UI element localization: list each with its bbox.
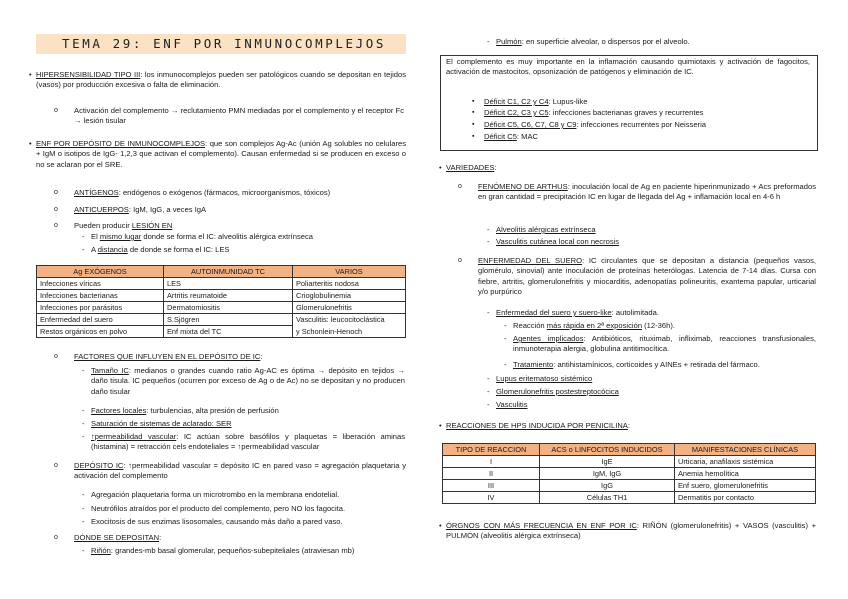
- arthus-sub-1: [496, 225, 816, 235]
- table-cell: Enf suero, glomerulonefritis: [675, 480, 816, 492]
- donde-heading-text: DÓNDE SE DEPOSITAN: [74, 533, 160, 542]
- table-cell: Restos orgánicos en polvo: [37, 326, 164, 338]
- lesion-2-text: de donde se forma el IC: LES: [127, 245, 230, 254]
- lesion-item: [74, 221, 404, 231]
- antigenos-label: ANTÍGENOS: [74, 188, 119, 197]
- table-cell: S.Sjögren: [164, 314, 293, 326]
- table-causas: [36, 265, 406, 338]
- factor-locales: [91, 406, 405, 416]
- table-row: [443, 456, 816, 468]
- factores-heading: o FACTORES QUE INFLUYEN EN EL DEPÓSITO DE IC:: [74, 352, 404, 362]
- factor-locales-label: Factores locales: [91, 406, 147, 415]
- deficit-text: : infecciones recurrentes por Neisseria: [576, 120, 706, 129]
- complemento-text: El complemento es muy importante en la inflamación causando quimiotaxis y activación de fagocitos, activación de mastocitos, opsonización de patógenos y eliminación de IC.: [446, 57, 810, 77]
- table-cell: Artritis reumatoide: [164, 290, 293, 302]
- arthus-sub-1-text: Alveolitis alérgicas extrínseca: [496, 225, 596, 234]
- table-header: MANIFESTACIONES CLÍNICAS: [675, 444, 816, 456]
- activacion-complemento: o Activación del complemento → reclutamiento PMN mediadas por el complemento y el receptor Fc → lesión tisular: [74, 106, 404, 127]
- antigenos-value: : endógenos o exógenos (fármacos, microorganismos, tóxicos): [118, 188, 331, 197]
- enf-deposito-heading: ENF POR DEPÓSITO DE INMUNOCOMPLEJOS: [36, 139, 206, 148]
- deficit-label: Déficit C5: [484, 132, 517, 141]
- deficit-item: [484, 120, 804, 130]
- deposito-ic-item: [74, 461, 406, 482]
- lesion-2-key: distancia: [97, 245, 128, 254]
- suero-like-text: : autolimitada.: [611, 308, 659, 317]
- lesion-label: LESIÓN EN: [131, 221, 173, 230]
- deficit-label: Déficit C2, C3 y C5: [484, 108, 549, 117]
- table-cell: Células TH1: [540, 492, 675, 504]
- deficit-label: Déficit C5, C6, C7, C8 y C9: [484, 120, 577, 129]
- table-cell: IgE: [540, 456, 675, 468]
- tratamiento-label: Tratamiento: [513, 360, 554, 369]
- arthus-label: FENÓMENO DE ARTHUS: [478, 182, 568, 191]
- deposito-2: - Neutrófilos atraídos por el producto del complemento, pero NO los fagocita.: [91, 504, 405, 514]
- variedades-heading-text: VARIEDADES: [446, 163, 495, 172]
- suero-item: [478, 256, 816, 298]
- suero-sub-vasculitis-text: Vasculitis: [496, 400, 528, 409]
- reaccion-prefix: Reacción: [513, 321, 547, 330]
- table-header: ACS o LINFOCITOS INDUCIDOS: [540, 444, 675, 456]
- reaccion-suffix: (12-36h).: [642, 321, 675, 330]
- table-header: AUTOINMUNIDAD TC: [164, 266, 293, 278]
- arthus-text: : inoculación local de Ag en paciente hiperinmunizado + Acs preformados en gran cantidad = precipitación IC en lugar de llegada del Ag + inflamación local en 4-6 h: [478, 182, 816, 202]
- anticuerpos-label: ANTICUERPOS: [74, 205, 129, 214]
- reaccion-item: [513, 321, 816, 331]
- table-cell: Infecciones por parásitos: [37, 302, 164, 314]
- table-row: [443, 468, 816, 480]
- agentes-item: [513, 334, 816, 355]
- table-cell: Enfermedad del suero: [37, 314, 164, 326]
- organos-heading: ÓRGNOS CON MÁS FRECUENCIA EN ENF POR IC: [446, 521, 637, 530]
- factor-permeabilidad-label: ↑permeabilidad vascular: [91, 432, 177, 441]
- deficit-item: [484, 97, 804, 107]
- table-row: [37, 290, 406, 302]
- donde-rinon-text: : grandes-mb basal glomerular, pequeños-subepiteliales (atraviesan mb): [110, 546, 355, 555]
- deposito-3: - Exocitosis de sus enzimas lisosomales, causando más daño a pared vaso.: [91, 517, 405, 527]
- donde-heading: o DÓNDE SE DEPOSITAN:: [74, 533, 404, 543]
- table-cell: III: [443, 480, 540, 492]
- table-cell: Glomerulonefritis: [293, 302, 406, 314]
- table-cell: II: [443, 468, 540, 480]
- hps-heading-text: REACCIONES DE HPS INDUCIDA POR PENICILINA: [446, 421, 628, 430]
- table-header: VARIOS: [293, 266, 406, 278]
- factor-tamano-text: : medianos o grandes cuando ratio Ag-AC es óptima → depósito en tejidos → daño tisula. IC pequeños (ocurren por exceso de Ag o de Ac) no se depositan y no producen daño tisular: [91, 366, 405, 396]
- suero-sub-vasculitis: [496, 400, 816, 410]
- deposito-ic-text: : ↑permeabilidad vascular = depósito IC en pared vaso = agregación plaquetaria y activación del complemento: [74, 461, 406, 481]
- table-row: [37, 314, 406, 326]
- lesion-1-key: mismo lugar: [99, 232, 142, 241]
- suero-sub-glomerulo: [496, 387, 816, 397]
- factor-tamano: [91, 366, 405, 397]
- table-row: [37, 278, 406, 290]
- factor-permeabilidad-text: : IC actúan sobre basófilos y plaquetas = liberación aminas (histamina) = retracción cels endoteliales = ↑permeabilidad vascular: [91, 432, 406, 452]
- factor-locales-text: : turbulencias, alta presión de perfusión: [146, 406, 279, 415]
- table-penicilina: [442, 443, 816, 504]
- donde-pulmon-label: Pulmón: [496, 37, 522, 46]
- antigenos-item: [74, 188, 404, 198]
- suero-sub-lupus: [496, 374, 816, 384]
- lesion-distancia: [91, 245, 401, 255]
- hipersensibilidad-heading: HIPERSENSIBILIDAD TIPO III: [36, 70, 141, 79]
- factores-heading-text: FACTORES QUE INFLUYEN EN EL DEPÓSITO DE IC: [74, 352, 261, 361]
- table-cell: Enf mixta del TC: [164, 326, 293, 338]
- tratamiento-text: : antihistamínicos, corticoides y AINEs + retirada del fármaco.: [553, 360, 760, 369]
- deficit-item: [484, 108, 804, 118]
- table-header: TIPO DE REACCION: [443, 444, 540, 456]
- deficit-text: : MAC: [516, 132, 539, 141]
- enf-deposito-text: : que son complejos Ag-Ac (unión Ag solubles no celulares + IgM o isotipos de IgG- 1,2,3 que activan el complemento). Causan enfermedad si se producen en exceso o no se aclaran por el SRE.: [36, 139, 406, 169]
- table-cell: Infecciones bacterianas: [37, 290, 164, 302]
- hipersensibilidad-paragraph: [36, 70, 406, 91]
- donde-rinon: [91, 546, 407, 556]
- suero-sub-glomerulo-text: Glomerulonefritis postestreptocócica: [496, 387, 619, 396]
- table-header: Ag EXÓGENOS: [37, 266, 164, 278]
- enf-deposito-paragraph: [36, 139, 406, 170]
- suero-label: ENFERMEDAD DEL SUERO: [478, 256, 583, 265]
- tratamiento-item: [513, 360, 816, 370]
- table-cell: y Schonlein-Henoch: [293, 326, 406, 338]
- table-row: [443, 492, 816, 504]
- table-cell: IV: [443, 492, 540, 504]
- lesion-1-text: donde se forma el IC: alveolitis alérgica extrínseca: [141, 232, 314, 241]
- deficit-text: : infecciones bacterianas graves y recurrentes: [548, 108, 704, 117]
- suero-like: [496, 308, 816, 318]
- arthus-item: [478, 182, 816, 203]
- donde-pulmon: [496, 37, 816, 47]
- page-title: TEMA 29: ENF POR INMUNOCOMPLEJOS: [36, 34, 406, 54]
- organos-paragraph: [446, 521, 816, 542]
- donde-pulmon-text: : en superficie alveolar, o dispersos por el alveolo.: [521, 37, 690, 46]
- agentes-text: : Antibióticos, rituximab, infliximab, reacciones transfusionales, inmunoterapia alergia, globulina antitimocítica.: [513, 334, 816, 354]
- anticuerpos-value: : IgM, IgG, a veces IgA: [128, 205, 207, 214]
- table-cell: Infecciones víricas: [37, 278, 164, 290]
- deposito-1: - Agregación plaquetaria forma un microtrombo en la membrana endotelial.: [91, 490, 405, 500]
- arthus-sub-2: [496, 237, 816, 247]
- organos-text: : RIÑÓN (glomerulonefritis) + VASOS (vasculitis) + PULMÓN (alveolitis alérgica extrínseca): [446, 521, 816, 541]
- lesion-prefix: Pueden producir: [74, 221, 132, 230]
- suero-like-label: Enfermedad del suero y suero-like: [496, 308, 612, 317]
- factor-saturacion-label: Saturación de sistemas de aclarado: SER: [91, 419, 232, 428]
- deficit-label: Déficit C1, C2 y C4: [484, 97, 549, 106]
- table-cell: Dermatomiositis: [164, 302, 293, 314]
- suero-text: : IC circulantes que se depositan a distancia (pequeños vasos, glomérulo, sinovial) ante inoculación de proteínas heterólogas. Latencia de 7-14 días. Cursa con fiebre, artritis, glomerulonefritis y miocarditis, adenopatías polineuritis, exantema papular, urticarial y/o purpúrico: [478, 256, 816, 297]
- table-row: [37, 302, 406, 314]
- variedades-heading: • VARIEDADES:: [446, 163, 816, 173]
- arthus-sub-2-text: Vasculitis cutánea local con necrosis: [496, 237, 620, 246]
- factor-tamano-label: Tamaño IC: [91, 366, 129, 375]
- deficit-item: [484, 132, 804, 142]
- table-cell: IgM, IgG: [540, 468, 675, 480]
- table-cell: Anemia hemolítica: [675, 468, 816, 480]
- table-row: [37, 326, 406, 338]
- deficit-text: : Lupus-like: [548, 97, 588, 106]
- lesion-1-prefix: El: [91, 232, 100, 241]
- table-cell: IgG: [540, 480, 675, 492]
- hipersensibilidad-text: : los inmunocomplejos pueden ser patológicos cuando se depositan en tejidos (vasos) por producción excesiva o falta de eliminación.: [36, 70, 406, 90]
- table-cell: Crioglobulinemia: [293, 290, 406, 302]
- factor-permeabilidad: [91, 432, 405, 453]
- table-cell: LES: [164, 278, 293, 290]
- table-cell: I: [443, 456, 540, 468]
- agentes-label: Agentes implicados: [513, 334, 584, 343]
- table-cell: Dermatitis por contacto: [675, 492, 816, 504]
- deposito-ic-label: DEPÓSITO IC: [74, 461, 124, 470]
- lesion-2-prefix: A: [91, 245, 98, 254]
- table-cell: Urticaria, anafilaxis sistémica: [675, 456, 816, 468]
- reaccion-key: más rápida en 2ª exposición: [546, 321, 643, 330]
- donde-rinon-label: Riñón: [91, 546, 111, 555]
- lesion-mismo-lugar: [91, 232, 401, 242]
- suero-sub-lupus-text: Lupus eritematoso sistémico: [496, 374, 593, 383]
- table-cell: Vasculitis: leucocitoclástica: [293, 314, 406, 326]
- table-cell: Poliarteritis nodosa: [293, 278, 406, 290]
- factor-saturacion: [91, 419, 405, 429]
- table-row: [443, 480, 816, 492]
- anticuerpos-item: [74, 205, 404, 215]
- hps-heading: • REACCIONES DE HPS INDUCIDA POR PENICILINA:: [446, 421, 816, 431]
